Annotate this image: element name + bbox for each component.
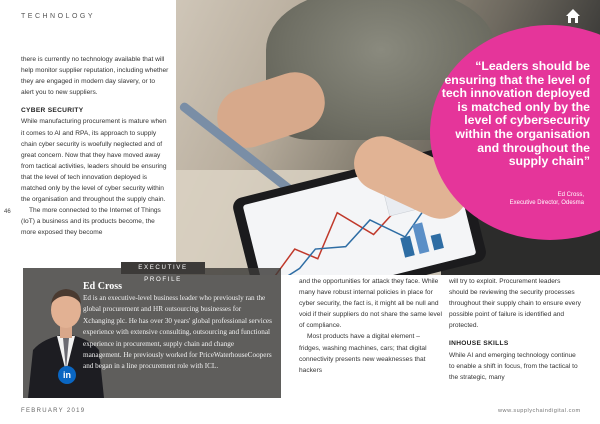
pull-quote-text: “Leaders should be ensuring that the level of tech innovation deployed is matched only by the level of cybersecurity within the organisation and throughout the supply chain” bbox=[441, 59, 590, 169]
website-link[interactable]: www.supplychaindigital.com bbox=[498, 408, 581, 414]
body-paragraph: there is currently no technology available that will help monitor supplier reputation, including whether they are engaged in modern day slavery, or to alert you to new suppliers. bbox=[21, 56, 169, 97]
right-column bbox=[449, 276, 581, 383]
subheading-cyber-security: CYBER SECURITY bbox=[21, 107, 84, 115]
profile-bio: Ed is an executive-level business leader who previously ran the global procurement and HR outsourcing businesses for Xchanging plc. He has over 30 years' global professional services experience with extensive consulting, outsourcing and functional experience in procurement, supply chain and change management. He previously worked for PriceWaterhouseCoopers and began in a line procurement role with ICL. bbox=[83, 294, 272, 371]
page-number-left: 46 bbox=[4, 209, 11, 215]
subheading-inhouse-skills: INHOUSE SKILLS bbox=[449, 340, 509, 348]
body-paragraph: Most products have a digital element – fridges, washing machines, cars; that digital connectivity presents new weaknesses that hackers bbox=[299, 333, 427, 374]
body-paragraph: will try to exploit. Procurement leaders should be reviewing the security processes throughout their supply chain to ensure every possible point of failure is identified and protected. bbox=[449, 278, 581, 330]
section-label: TECHNOLOGY bbox=[21, 13, 96, 20]
quote-author-role: Executive Director, Odesma bbox=[509, 200, 584, 206]
quote-author-name: Ed Cross, bbox=[557, 192, 584, 198]
left-column bbox=[21, 54, 169, 239]
issue-date: FEBRUARY 2019 bbox=[21, 408, 86, 414]
body-paragraph: The more connected to the Internet of Things (IoT) a business and its products become, the more exposed they become bbox=[21, 207, 161, 237]
profile-tab-label: EXECUTIVE PROFILE bbox=[121, 262, 205, 274]
home-icon[interactable] bbox=[565, 8, 581, 24]
pull-quote-attribution bbox=[470, 191, 584, 207]
body-paragraph: While AI and emerging technology continue to enable a shift in focus, from the tactical to the strategic, many bbox=[449, 351, 578, 381]
middle-column bbox=[299, 276, 442, 376]
profile-name: Ed Cross bbox=[83, 281, 122, 292]
body-paragraph: and the opportunities for attack they face. While many have robust internal policies in place for cyber security, the fact is, it might all be null and void if their suppliers do not share the same level of compliance. bbox=[299, 278, 442, 330]
linkedin-icon[interactable]: in bbox=[58, 366, 76, 384]
executive-profile-box bbox=[23, 264, 281, 398]
body-paragraph: While manufacturing procurement is mature when it comes to AI and RPA, its approach to supply chain cyber security is woefully neglected and of great concern. Now that they have moved away from tactical activities, leaders should be ensuring that the level of tech innovation deployed is matched only by the level of cyber security within the organisation and throughout the supply chain. bbox=[21, 118, 167, 204]
